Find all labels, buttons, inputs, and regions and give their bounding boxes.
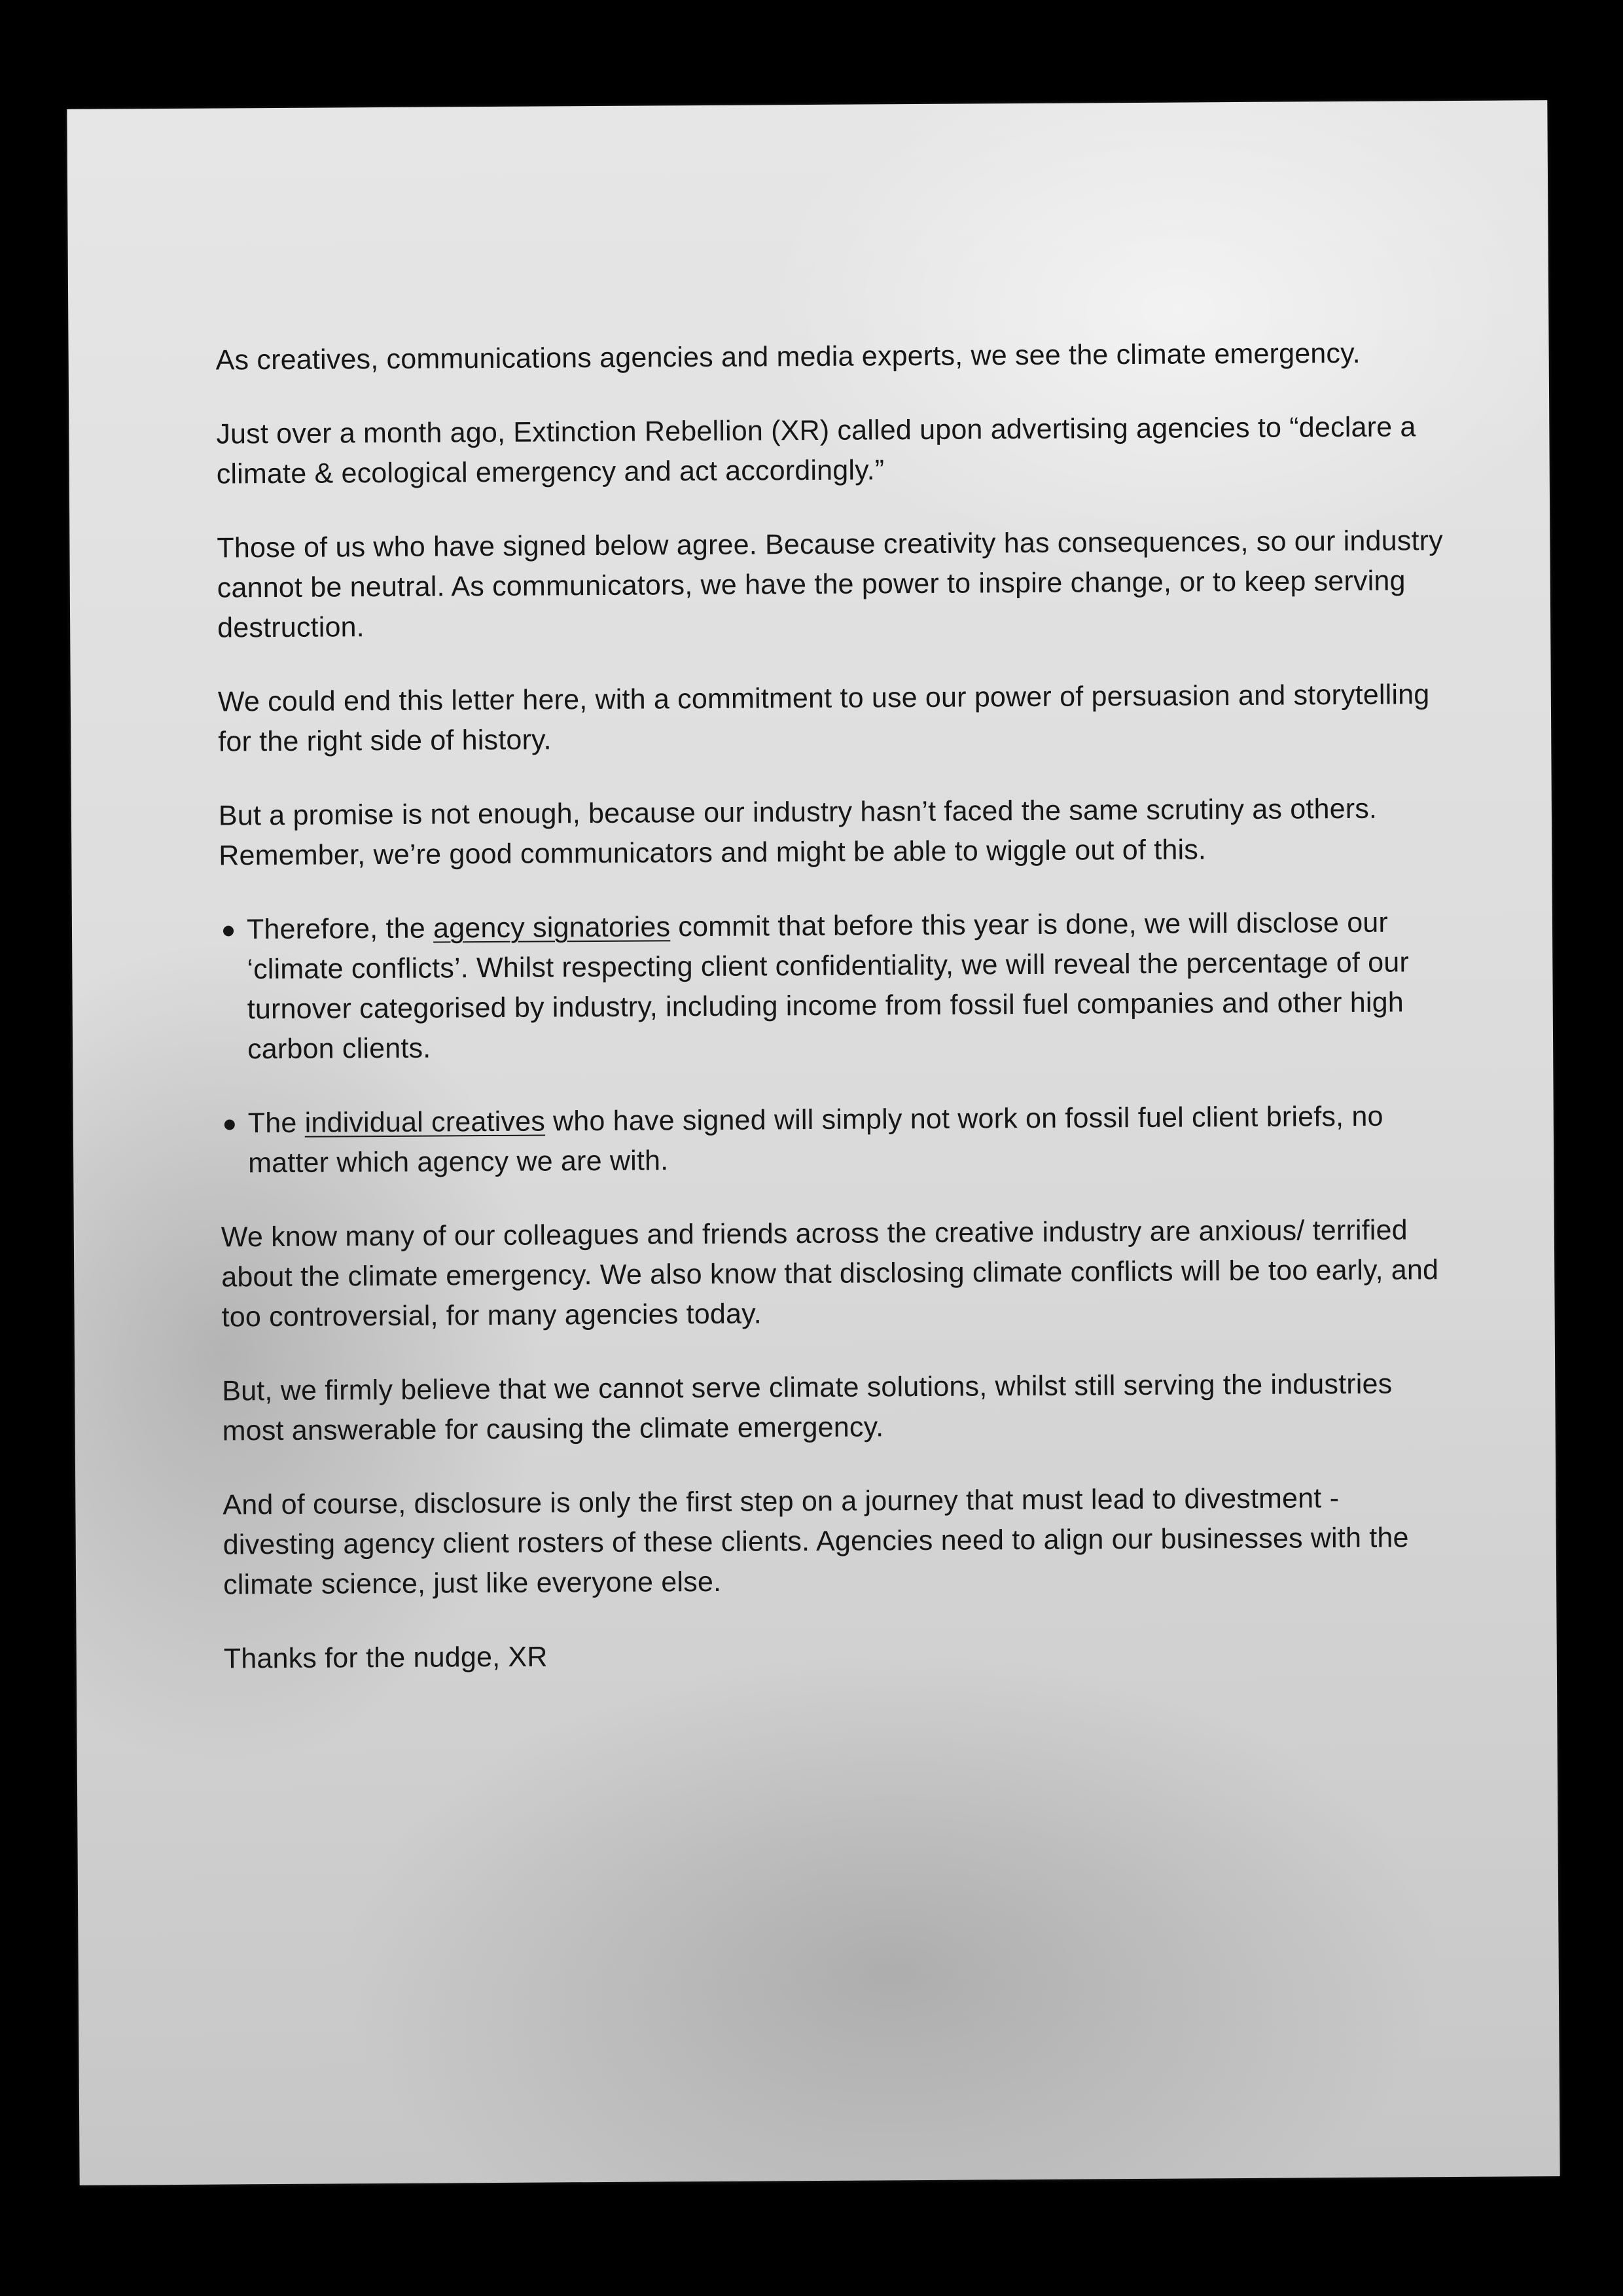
paragraph-agreement: Those of us who have signed below agree. Because creativity has consequences, so our industry cannot be neutral. As communicators, we have the power to inspire change, or to keep serving destruction. [217, 525, 1444, 644]
bullet-icon [224, 1119, 235, 1130]
paragraph-divestment: And of course, disclosure is only the first step on a journey that must lead to divestment - divesting agency client rosters of these clients. Agencies need to align our businesses with the climate science, just like everyone else. [223, 1482, 1409, 1601]
bullet-text-after: commit that before this year is done, we will disclose our ‘climate conflicts’. Whilst respecting client confidentiality, we will reveal the percentage of our turnover categorised by industry, including income from fossil fuel companies and other high carbon clients. [247, 906, 1410, 1066]
bullet-text-before: The [247, 1107, 305, 1139]
paragraph-anxious: We know many of our colleagues and friends across the creative industry are anxious/ terrified about the climate emergency. We also know that disclosing climate conflicts will be too early, and too controversial, for many agencies today. [221, 1214, 1439, 1333]
paragraph-promise: But a promise is not enough, because our industry hasn’t faced the same scrutiny as others. Remember, we’re good communicators and might be able to wiggle out of this. [218, 793, 1378, 872]
commitment-list [219, 903, 1452, 1183]
paragraph-belief: But, we firmly believe that we cannot serve climate solutions, whilst still serving the industries most answerable for causing the climate emergency. [222, 1368, 1393, 1447]
signoff: Thanks for the nudge, XR [223, 1641, 548, 1675]
bullet-text-after: who have signed will simply not work on fossil fuel client briefs, no matter which agency we are with. [248, 1100, 1383, 1179]
bullet-icon [223, 925, 234, 936]
paper-sheet [67, 100, 1560, 2185]
list-item-individual-commitment [221, 1096, 1452, 1183]
agency-signatories-link[interactable]: agency signatories [433, 911, 671, 944]
individual-creatives-link[interactable]: individual creatives [304, 1105, 546, 1139]
paragraph-commitment: We could end this letter here, with a commitment to use our power of persuasion and storytelling for the right side of history. [217, 679, 1430, 758]
paragraph-intro: As creatives, communications agencies and media experts, we see the climate emergency. [215, 337, 1361, 376]
bullet-text-before: Therefore, the [246, 912, 434, 946]
list-item-agency-commitment [219, 903, 1450, 1069]
paragraph-xr-call: Just over a month ago, Extinction Rebellion (XR) called upon advertising agencies to “declare a climate & ecological emergency and act accordingly.” [216, 411, 1416, 490]
letter-body [215, 333, 1454, 1679]
